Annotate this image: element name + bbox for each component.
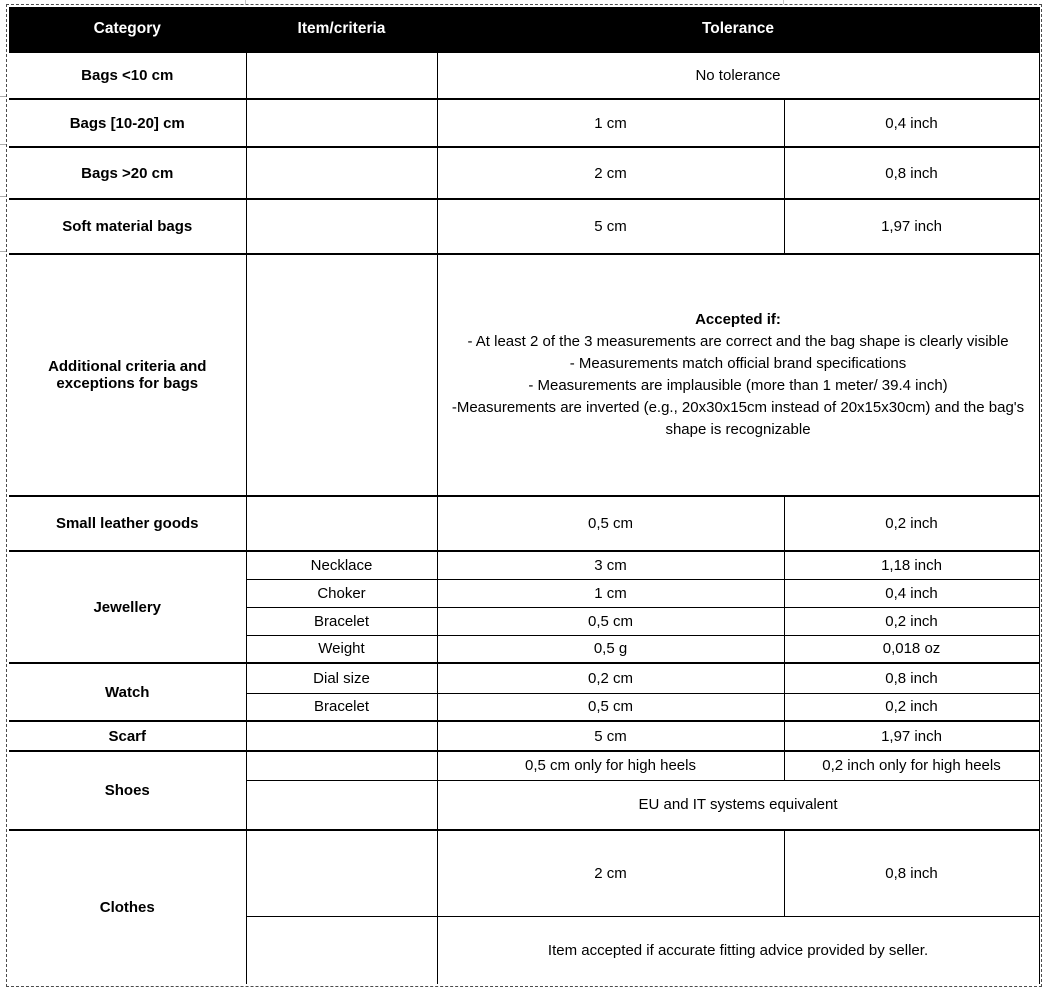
item-cell-empty [246,147,437,199]
header-tolerance: Tolerance [437,7,1039,52]
item-cell-empty [246,254,437,496]
table-row [9,147,1039,199]
category-bags-under-10: Bags <10 cm [9,52,246,99]
table-row [9,254,1039,496]
item-bracelet: Bracelet [246,693,437,721]
item-cell-empty [246,830,437,916]
table-header-row [9,7,1039,52]
table-row [9,663,1039,693]
item-cell-empty [246,52,437,99]
tolerance-cm: 0,2 cm [437,663,784,693]
item-cell-empty [246,780,437,830]
tolerance-inch: 0,8 inch [784,663,1039,693]
tolerance-cm: 0,5 cm [437,607,784,635]
criteria-line: - Measurements match official brand specifications [569,355,907,372]
table-row [9,721,1039,751]
tolerance-cm: 1 cm [437,99,784,147]
tolerance-inch: 0,018 oz [784,635,1039,663]
table-row [9,830,1039,916]
tolerance-cm: 0,5 cm [437,496,784,551]
item-cell-empty [246,751,437,780]
tolerance-cm: 5 cm [437,199,784,254]
tolerance-inch: 1,97 inch [784,199,1039,254]
table-row [9,551,1039,579]
table-row [9,52,1039,99]
tolerance-inch: 1,18 inch [784,551,1039,579]
tolerance-cm: 2 cm [437,147,784,199]
item-cell-empty [246,99,437,147]
tolerance-inch: 0,4 inch [784,579,1039,607]
item-bracelet: Bracelet [246,607,437,635]
accepted-criteria-block [447,309,1029,441]
category-clothes: Clothes [9,830,246,984]
tolerance-inch: 0,8 inch [784,147,1039,199]
tolerance-inch: 0,2 inch [784,693,1039,721]
tolerance-bags-under-10: No tolerance [437,52,1039,99]
item-weight: Weight [246,635,437,663]
tolerance-cm: 5 cm [437,721,784,751]
tolerance-shoe-systems: EU and IT systems equivalent [437,780,1039,830]
table-selection-border [6,4,1042,987]
tolerance-cm: 1 cm [437,579,784,607]
tolerance-table [9,7,1040,984]
category-additional-criteria: Additional criteria and exceptions for bags [9,254,246,496]
header-category: Category [9,7,246,52]
item-cell-empty [246,199,437,254]
criteria-line: - Measurements are implausible (more than 1 meter/ 39.4 inch) [528,377,948,394]
tolerance-inch: 0,2 inch [784,607,1039,635]
category-shoes: Shoes [9,751,246,830]
category-scarf: Scarf [9,721,246,751]
table-row [9,99,1039,147]
item-cell-empty [246,496,437,551]
category-jewellery: Jewellery [9,551,246,663]
category-bags-over-20: Bags >20 cm [9,147,246,199]
accepted-if-heading: Accepted if: [695,311,781,328]
item-cell-empty [246,721,437,751]
tolerance-fitting-advice: Item accepted if accurate fitting advice provided by seller. [437,916,1039,984]
category-soft-material-bags: Soft material bags [9,199,246,254]
tolerance-inch: 0,8 inch [784,830,1039,916]
tolerance-cm: 0,5 g [437,635,784,663]
table-row [9,199,1039,254]
header-item-criteria: Item/criteria [246,7,437,52]
tolerance-cm: 0,5 cm [437,693,784,721]
category-small-leather-goods: Small leather goods [9,496,246,551]
tolerance-inch: 0,4 inch [784,99,1039,147]
item-dial-size: Dial size [246,663,437,693]
tolerance-cm: 3 cm [437,551,784,579]
criteria-line: -Measurements are inverted (e.g., 20x30x15cm instead of 20x15x30cm) and the bag's shape is recognizable [451,399,1025,438]
tolerance-accepted-criteria [437,254,1039,496]
tolerance-inch: 1,97 inch [784,721,1039,751]
item-necklace: Necklace [246,551,437,579]
category-watch: Watch [9,663,246,721]
criteria-line: - At least 2 of the 3 measurements are correct and the bag shape is clearly visible [467,333,1009,350]
tolerance-cm-high-heels: 0,5 cm only for high heels [437,751,784,780]
tolerance-cm: 2 cm [437,830,784,916]
table-row [9,496,1039,551]
item-cell-empty [246,916,437,984]
table-row [9,751,1039,780]
item-choker: Choker [246,579,437,607]
tolerance-inch-high-heels: 0,2 inch only for high heels [784,751,1039,780]
category-bags-10-20: Bags [10-20] cm [9,99,246,147]
tolerance-inch: 0,2 inch [784,496,1039,551]
